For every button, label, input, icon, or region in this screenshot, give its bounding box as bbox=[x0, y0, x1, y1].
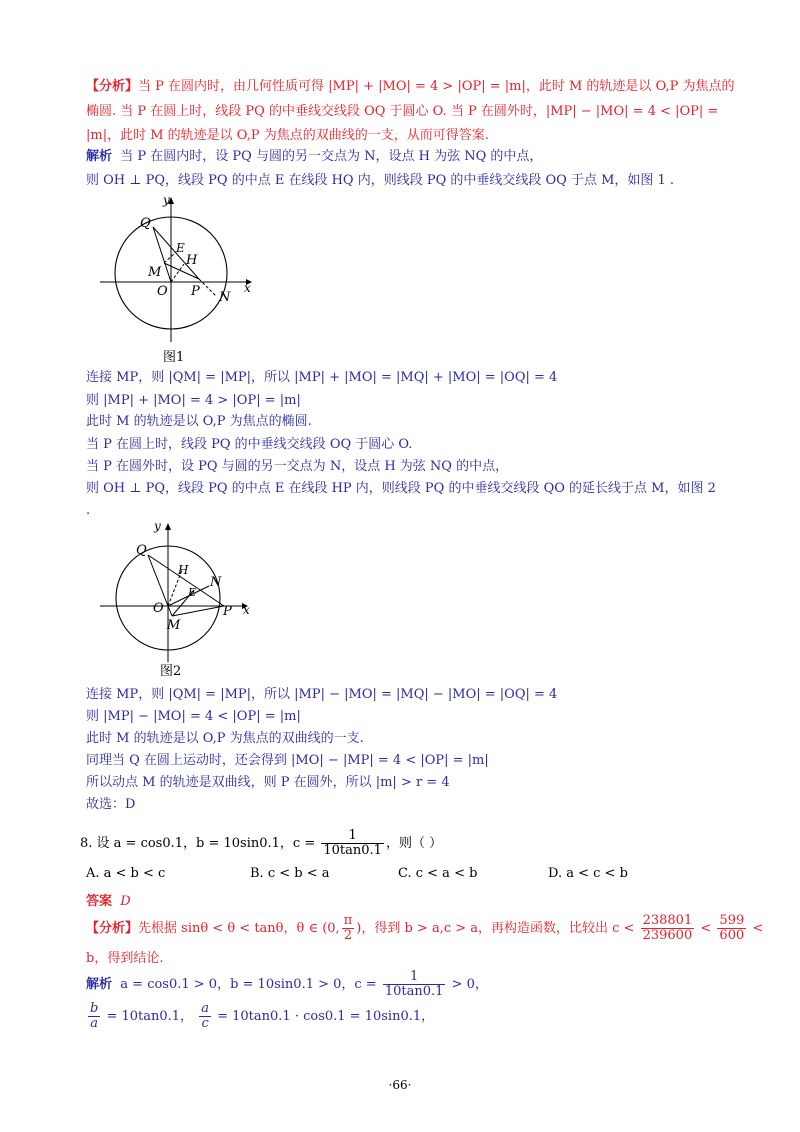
fig2-label-y: y bbox=[154, 519, 161, 533]
analysis-line-2: 椭圆. 当 P 在圆上时，线段 PQ 的中垂线交线段 OQ 于圆心 O. 当 P 在圆外时，|MP| − |MO| = 4 < |OP| = bbox=[86, 104, 719, 119]
fig2-label-p: P bbox=[223, 604, 232, 619]
analysis2-line-1 bbox=[86, 912, 763, 946]
option-d: D. a < c < b bbox=[548, 866, 628, 881]
pi-den: 2 bbox=[343, 928, 353, 943]
block3-line-6: 故选：D bbox=[86, 797, 136, 812]
solution-tag: 解析 bbox=[86, 149, 113, 164]
answer-line bbox=[86, 893, 131, 911]
solution2-tag: 解析 bbox=[86, 977, 113, 992]
solution2-c-fraction bbox=[383, 970, 446, 999]
pi-num: π bbox=[343, 913, 353, 928]
f2-den: 600 bbox=[719, 928, 745, 943]
fig2-label-x: x bbox=[243, 603, 250, 617]
block3-line-3: 此时 M 的轨迹是以 O,P 为焦点的双曲线的一支. bbox=[86, 731, 364, 746]
figure-2 bbox=[96, 518, 266, 666]
solution2-text3: = 10tan0.1 · cos0.1 = 10sin0.1， bbox=[217, 1009, 435, 1024]
block2-line-7: . bbox=[86, 503, 91, 518]
analysis2-interval-open: (0, bbox=[322, 921, 340, 936]
analysis2-tag: 【分析】 bbox=[86, 921, 139, 936]
q8-suffix: ，则（ ） bbox=[385, 836, 443, 851]
fig1-label-o: O bbox=[157, 284, 168, 299]
solution-line-2: 则 OH ⊥ PQ，线段 PQ 的中点 E 在线段 HQ 内，则线段 PQ 的中垂线交线段 OQ 于点 M，如图 1 . bbox=[86, 173, 675, 188]
analysis-line-3: |m|，此时 M 的轨迹是以 O,P 为焦点的双曲线的一支，从而可得答案. bbox=[86, 128, 489, 143]
f2-num: 599 bbox=[719, 913, 745, 928]
fig1-label-m: M bbox=[148, 265, 162, 280]
block3-line-5: 所以动点 M 的轨迹是双曲线，则 P 在圆外，所以 |m| > r = 4 bbox=[86, 775, 450, 790]
ac-num: a bbox=[201, 1001, 209, 1016]
ba-num: b bbox=[90, 1001, 99, 1016]
block3-line-4: 同理当 Q 在圆上运动时，还会得到 |MO| − |MP| = 4 < |OP| = |m| bbox=[86, 753, 489, 768]
block2-line-6: 则 OH ⊥ PQ，线段 PQ 的中点 E 在线段 HP 内，则线段 PQ 的中垂线交线段 QO 的延长线于点 M，如图 2 bbox=[86, 481, 716, 496]
analysis-line-1 bbox=[86, 78, 734, 96]
option-b: B. c < b < a bbox=[250, 866, 330, 881]
solution2-text2: = 10tan0.1， bbox=[106, 1009, 194, 1024]
block3-line-1: 连接 MP，则 |QM| = |MP|，所以 |MP| − |MO| = |MQ| − |MO| = |OQ| = 4 bbox=[86, 687, 558, 702]
page-number: ·66· bbox=[388, 1078, 412, 1092]
solution-line-1 bbox=[86, 148, 542, 166]
q8-c-num: 1 bbox=[321, 829, 384, 844]
lt-1: < bbox=[700, 921, 712, 936]
q8-prefix: 8. 设 a = cos0.1，b = 10sin0.1，c = bbox=[80, 836, 316, 851]
fig1-label-p: P bbox=[191, 284, 200, 299]
fig2-label-n: N bbox=[210, 575, 222, 590]
analysis2-text1: 先根据 sinθ < θ < tanθ，θ ∈ bbox=[138, 921, 319, 936]
fig2-label-m: M bbox=[167, 618, 181, 633]
q8-c-fraction bbox=[321, 829, 384, 858]
b-over-a bbox=[88, 1002, 100, 1031]
fig1-label-h: H bbox=[186, 253, 198, 268]
figure-2-caption: 图2 bbox=[160, 664, 182, 679]
ba-den: a bbox=[90, 1016, 99, 1031]
s2-c-num: 1 bbox=[383, 970, 446, 985]
option-a: A. a < b < c bbox=[86, 866, 166, 881]
figure-1-caption: 图1 bbox=[163, 350, 185, 365]
solution-text: 当 P 在圆内时，设 PQ 与圆的另一交点为 N，设点 H 为弦 NQ 的中点， bbox=[120, 149, 543, 164]
solution2-line-1 bbox=[86, 968, 488, 1002]
q8-c-den: 10tan0.1 bbox=[323, 843, 382, 858]
block2-line-1: 连接 MP，则 |QM| = |MP|，所以 |MP| + |MO| = |MQ| + |MO| = |OQ| = 4 bbox=[86, 370, 558, 385]
a-over-c bbox=[199, 1002, 211, 1031]
fig2-label-h: H bbox=[178, 563, 189, 577]
question-8 bbox=[80, 828, 442, 860]
block2-line-3: 此时 M 的轨迹是以 O,P 为焦点的椭圆. bbox=[86, 414, 312, 429]
lt-2: < bbox=[752, 921, 764, 936]
fig1-label-y: y bbox=[163, 193, 170, 207]
analysis2-text2: ，得到 b > a,c > a，再构造函数，比较出 c < bbox=[361, 921, 635, 936]
fraction-238801 bbox=[641, 914, 695, 943]
option-c: C. c < a < b bbox=[398, 866, 478, 881]
block2-line-4: 当 P 在圆上时，线段 PQ 的中垂线交线段 OQ 于圆心 O. bbox=[86, 437, 413, 452]
ac-den: c bbox=[201, 1016, 209, 1031]
f1-den: 239600 bbox=[642, 928, 693, 943]
fig1-label-e: E bbox=[176, 241, 185, 255]
analysis2-interval-close: ) bbox=[356, 921, 362, 936]
figure-1 bbox=[96, 192, 266, 360]
answer-tag: 答案 bbox=[86, 894, 113, 909]
block2-line-2: 则 |MP| + |MO| = 4 > |OP| = |m| bbox=[86, 393, 301, 408]
solution2-line-2 bbox=[86, 1000, 434, 1034]
fig1-label-x: x bbox=[244, 281, 251, 295]
fig1-label-q: Q bbox=[140, 216, 151, 231]
analysis-text: 当 P 在圆内时，由几何性质可得 |MP| + |MO| = 4 > |OP| = |m|，此时 M 的轨迹是以 O,P 为焦点的 bbox=[138, 79, 735, 94]
fraction-599 bbox=[717, 914, 746, 943]
fig2-label-e: E bbox=[188, 586, 197, 599]
f1-num: 238801 bbox=[642, 913, 693, 928]
block2-line-5: 当 P 在圆外时，设 PQ 与圆的另一交点为 N，设点 H 为弦 NQ 的中点， bbox=[86, 459, 509, 474]
fig2-label-q: Q bbox=[136, 543, 147, 558]
fig2-label-o: O bbox=[153, 601, 164, 616]
solution2-text1: a = cos0.1 > 0，b = 10sin0.1 > 0，c = bbox=[120, 977, 377, 992]
fig1-label-n: N bbox=[219, 290, 231, 305]
solution2-text1b: > 0， bbox=[451, 977, 488, 992]
block3-line-2: 则 |MP| − |MO| = 4 < |OP| = |m| bbox=[86, 709, 301, 724]
answer-value: D bbox=[120, 894, 131, 909]
s2-c-den: 10tan0.1 bbox=[384, 984, 444, 999]
analysis-tag: 【分析】 bbox=[86, 79, 139, 94]
analysis2-line-2: b，得到结论. bbox=[86, 951, 164, 966]
pi-over-2 bbox=[342, 914, 355, 943]
